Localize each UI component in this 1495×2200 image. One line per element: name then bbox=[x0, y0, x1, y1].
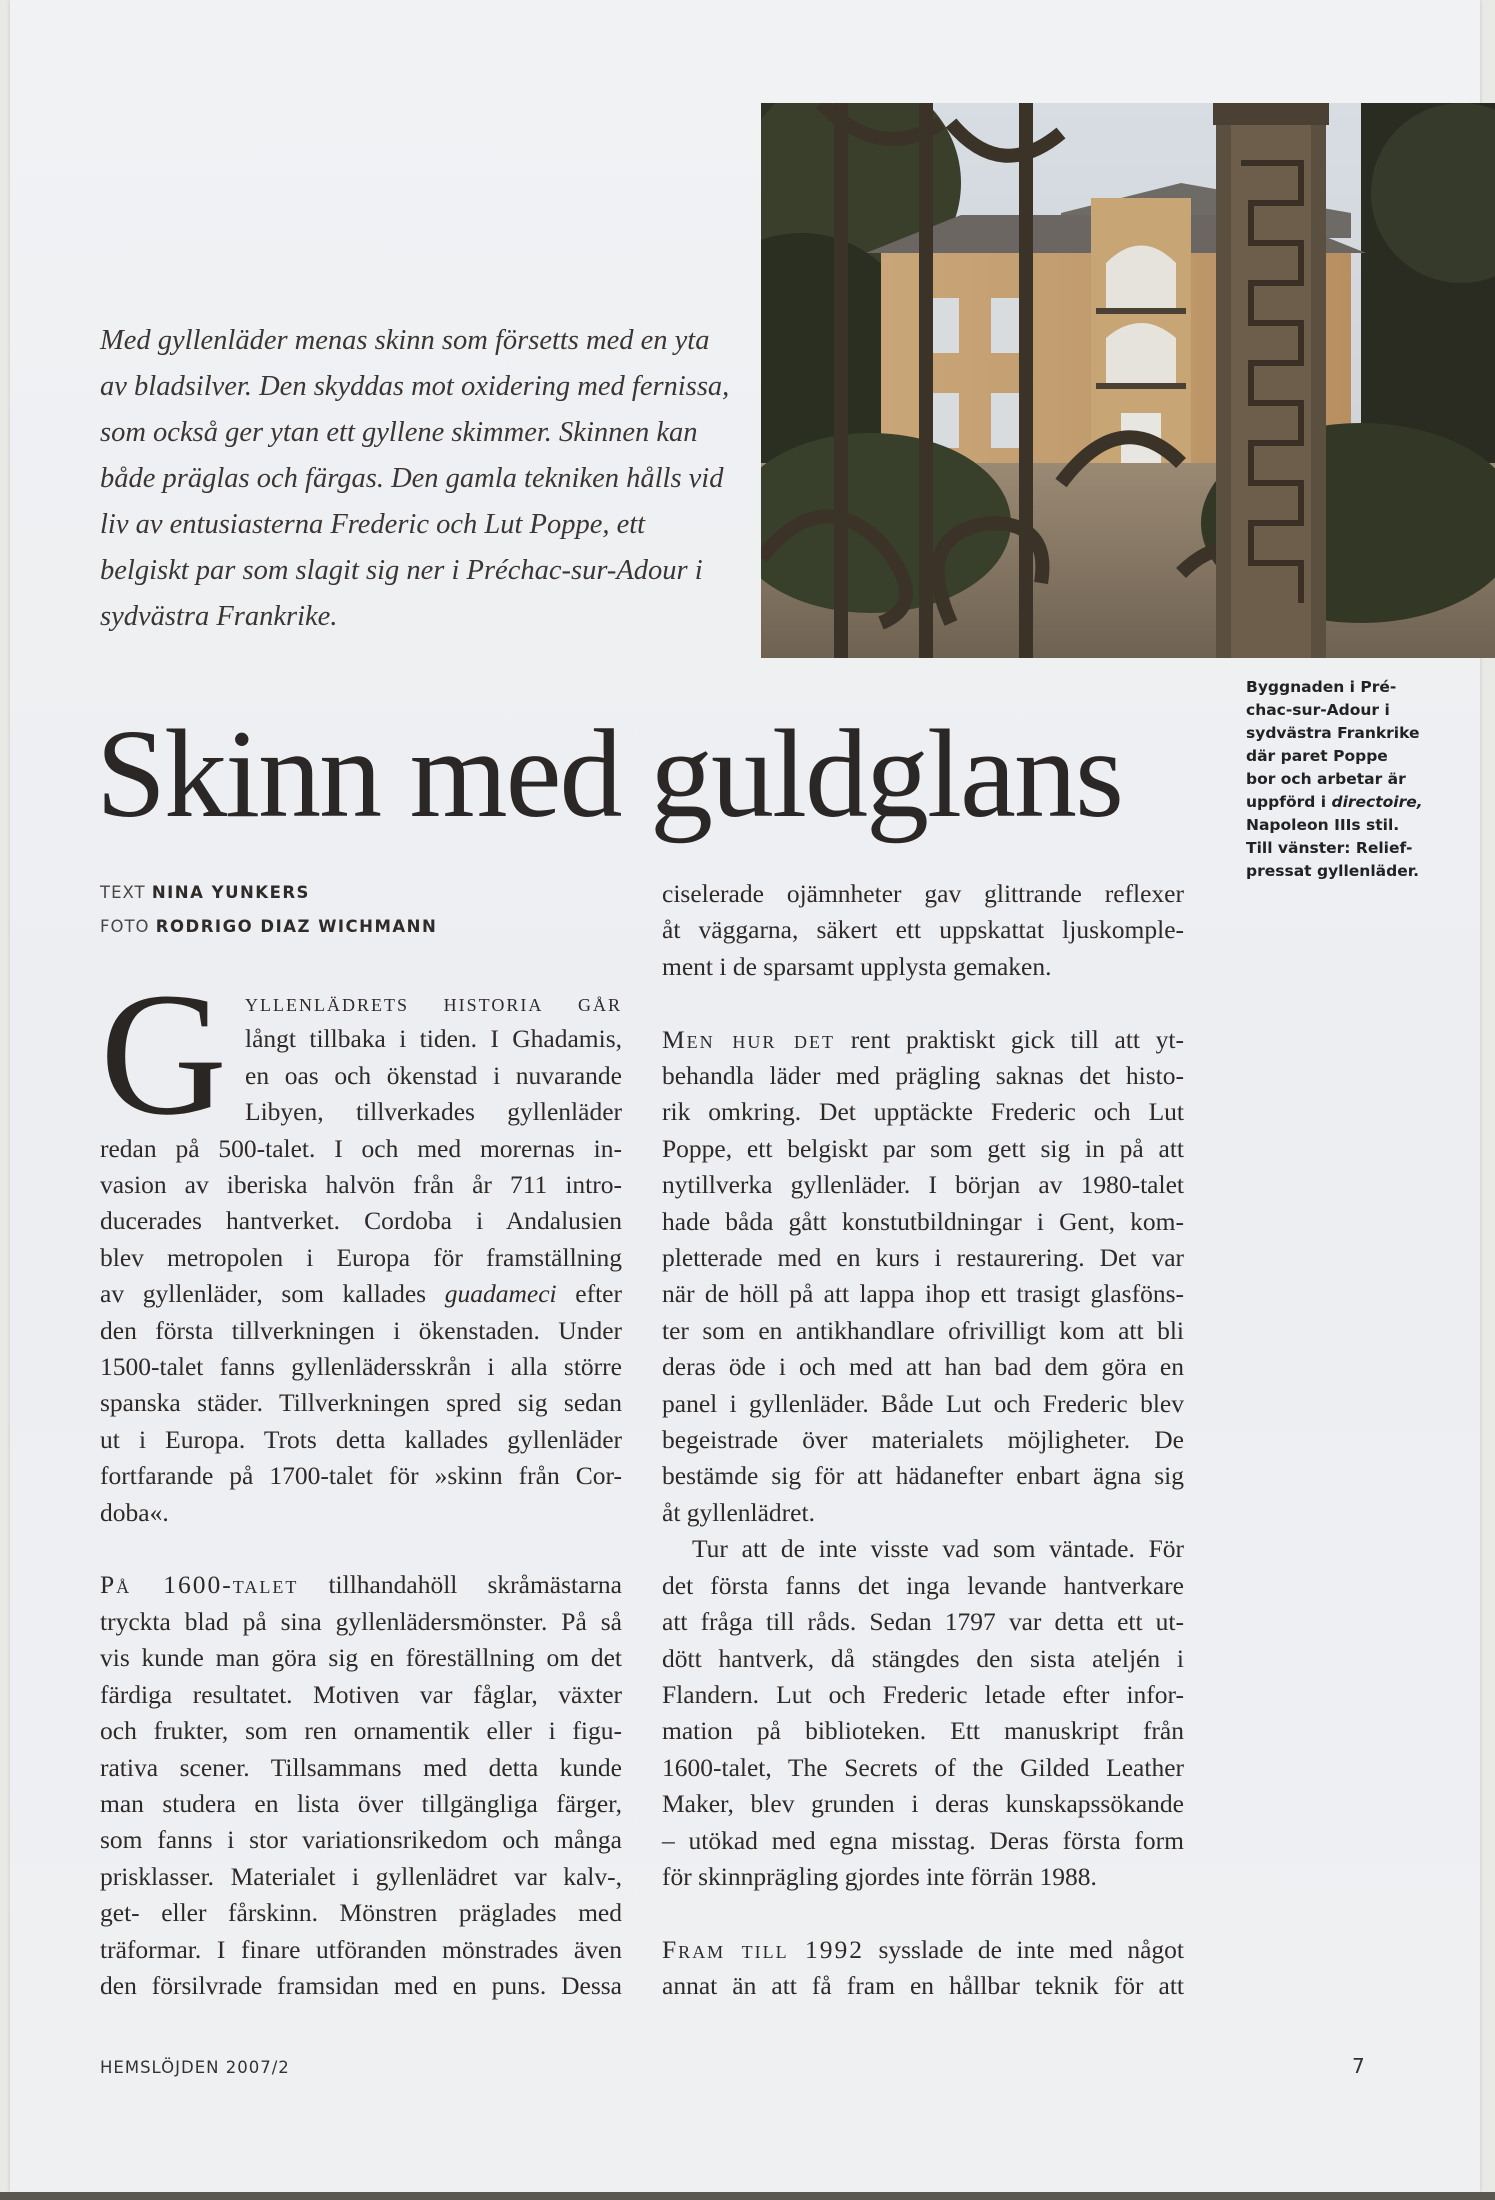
caption-line: chac-sur-Adour i bbox=[1246, 701, 1390, 719]
body-line: färdiga resultatet. Motiven var fåglar, växter bbox=[100, 1679, 622, 1709]
body-line: hade båda gått konstutbildningar i Gent, kom- bbox=[662, 1206, 1184, 1236]
body-line: för skinnprägling gjordes inte förrän 1988. bbox=[662, 1861, 1097, 1891]
body-line: det första fanns det inga levande hantverkare bbox=[662, 1570, 1184, 1600]
body-line: 1500-talet fanns gyllenlädersskrån i alla större bbox=[100, 1352, 622, 1382]
body-line: den första tillverkningen i ökenstaden. Under bbox=[100, 1315, 622, 1345]
photographer-name: RODRIGO DIAZ WICHMANN bbox=[155, 917, 438, 936]
body-line: nytillverka gyllenläder. I början av 1980-talet bbox=[662, 1170, 1184, 1200]
body-line: – utökad med egna misstag. Deras första form bbox=[662, 1825, 1184, 1855]
body-line: som fanns i stor variationsrikedom och många bbox=[100, 1825, 622, 1855]
chateau-photo bbox=[761, 103, 1495, 658]
text-run: sysslade de inte med något bbox=[864, 1934, 1185, 1964]
caption-line: Till vänster: Relief- bbox=[1246, 839, 1413, 857]
body-line: ciselerade ojämnheter gav glittrande reflexer bbox=[662, 879, 1184, 908]
caption-line bbox=[1246, 791, 1436, 814]
article-credits bbox=[100, 876, 437, 944]
chateau-through-gate-illustration bbox=[761, 103, 1495, 658]
author-name: NINA YUNKERS bbox=[151, 883, 310, 902]
caption-line: pressat gyllenläder. bbox=[1246, 862, 1420, 880]
paragraph-gap bbox=[100, 1531, 622, 1567]
text-run: rent praktiskt gick till att yt- bbox=[835, 1024, 1184, 1054]
drop-cap: G bbox=[100, 957, 228, 1152]
caption-line: Napoleon IIIs stil. bbox=[1246, 816, 1400, 834]
body-line: Poppe, ett belgiskt par som gett sig in på att bbox=[662, 1133, 1184, 1163]
page-edge-shadow bbox=[0, 2192, 1495, 2200]
body-line: ducerades hantverket. Cordoba i Andalusien bbox=[100, 1206, 622, 1236]
body-line: vasion av iberiska halvön från år 711 intro- bbox=[100, 1170, 622, 1200]
body-line: den försilvrade framsidan med en puns. Dessa bbox=[100, 1970, 622, 2000]
photo-credit bbox=[100, 910, 437, 944]
text-run: efter bbox=[556, 1279, 622, 1309]
caption-italic-term: directoire, bbox=[1331, 793, 1423, 811]
body-line: annat än att få fram en hållbar teknik för att bbox=[662, 1971, 1184, 2001]
body-line: spanska städer. Tillverkningen spred sig sedan bbox=[100, 1388, 622, 1418]
body-line: bestämde sig för att hädanefter enbart ägna sig bbox=[662, 1461, 1184, 1491]
body-line: Maker, blev grunden i deras kunskapssökande bbox=[662, 1789, 1184, 1819]
body-line: Libyen, tillverkades gyllenläder bbox=[245, 1097, 622, 1127]
small-caps-lead: yllenlädrets historia går bbox=[245, 988, 622, 1017]
body-line: en oas och ökenstad i nuvarande bbox=[245, 1060, 622, 1090]
magazine-page bbox=[10, 0, 1480, 2192]
body-line bbox=[100, 1276, 622, 1312]
body-line: redan på 500-talet. I och med morernas in- bbox=[100, 1133, 622, 1163]
body-line: man studera en lista över tillgängliga färger, bbox=[100, 1788, 622, 1818]
text-credit bbox=[100, 876, 437, 910]
body-line: fortfarande på 1700-talet för »skinn från Cor- bbox=[100, 1461, 622, 1491]
body-line: pletterade med en kurs i restaurering. Det var bbox=[662, 1243, 1184, 1273]
body-line bbox=[100, 985, 622, 1021]
body-line bbox=[100, 1567, 622, 1603]
body-line: doba«. bbox=[100, 1497, 169, 1527]
body-line: get- eller fårskinn. Mönstren präglades med bbox=[100, 1898, 622, 1928]
body-line: 1600-talet, The Secrets of the Gilded Leather bbox=[662, 1752, 1184, 1782]
photo-caption bbox=[1246, 676, 1436, 883]
body-line: träformar. I finare utföranden mönstrades även bbox=[100, 1934, 622, 1964]
article-headline: Skinn med guldglans bbox=[96, 705, 1122, 844]
caption-line: där paret Poppe bbox=[1246, 747, 1388, 765]
body-line: vis kunde man göra sig en föreställning om det bbox=[100, 1643, 622, 1673]
body-line: dött hantverk, då stängdes den sista ateljén i bbox=[662, 1643, 1184, 1673]
small-caps-lead: Fram till 1992 bbox=[662, 1934, 865, 1964]
body-line bbox=[662, 1932, 1184, 1968]
body-column-right bbox=[662, 876, 1184, 2005]
body-line: blev metropolen i Europa för framställning bbox=[100, 1242, 622, 1272]
caption-text: uppförd i bbox=[1246, 793, 1332, 811]
text-credit-label: TEXT bbox=[100, 883, 146, 902]
body-line: prisklasser. Materialet i gyllenlädret var kalv-, bbox=[100, 1861, 622, 1891]
body-line: tryckta blad på sina gyllenlädersmönster. På så bbox=[100, 1606, 622, 1636]
body-line: ut i Europa. Trots detta kallades gyllenläder bbox=[100, 1424, 622, 1454]
body-line: mation på biblioteken. Ett manuskript från bbox=[662, 1716, 1184, 1746]
body-line: Flandern. Lut och Frederic letade efter infor- bbox=[662, 1679, 1184, 1709]
body-line: rik omkring. Det upptäckte Frederic och Lut bbox=[662, 1097, 1184, 1127]
small-caps-lead: Men hur det bbox=[662, 1024, 836, 1054]
caption-line: Byggnaden i Pré- bbox=[1246, 678, 1397, 696]
body-line: åt väggarna, säkert ett uppskattat ljuskomple- bbox=[662, 915, 1184, 945]
body-line bbox=[662, 1022, 1184, 1058]
body-line: att fråga till råds. Sedan 1797 var detta ett ut- bbox=[662, 1607, 1184, 1637]
body-line: panel i gyllenläder. Både Lut och Frederic blev bbox=[662, 1388, 1184, 1418]
italic-term: guadameci bbox=[444, 1279, 557, 1309]
text-run: av gyllenläder, som kallades bbox=[100, 1279, 445, 1309]
small-caps-lead: På 1600-talet bbox=[100, 1570, 299, 1600]
magazine-footer: HEMSLÖJDEN 2007/2 bbox=[100, 2058, 290, 2077]
body-line: behandla läder med prägling saknas det histo- bbox=[662, 1061, 1184, 1091]
body-line: ter som en antikhandlare ofrivilligt kom att bli bbox=[662, 1315, 1184, 1345]
body-line: långt tillbaka i tiden. I Ghadamis, bbox=[245, 1024, 622, 1054]
intro-paragraph: Med gyllenläder menas skinn som försetts med en yta av bladsilver. Den skyddas mot oxidering med fernissa, som också ger ytan ett gyllene skimmer. Skinnen kan både präglas och färgas. Den gamla tekniken hålls vid liv av entusiasterna Frederic och Lut Poppe, ett belgiskt par som slagit sig ner i Préchac-sur-Adour i sydvästra Frankrike. bbox=[100, 325, 730, 632]
caption-line: sydvästra Frankrike bbox=[1246, 724, 1420, 742]
body-line: deras öde i och med att han bad dem göra en bbox=[662, 1352, 1184, 1382]
paragraph-gap bbox=[662, 985, 1184, 1021]
body-line: Tur att de inte visste vad som väntade. För bbox=[692, 1534, 1184, 1564]
body-line: rativa scener. Tillsammans med detta kunde bbox=[100, 1752, 622, 1782]
photo-credit-label: FOTO bbox=[100, 917, 150, 936]
body-line: när de höll på att lappa ihop ett trasigt glasföns- bbox=[662, 1279, 1184, 1309]
paragraph-gap bbox=[662, 1895, 1184, 1931]
caption-line: bor och arbetar är bbox=[1246, 770, 1406, 788]
body-line: ment i de sparsamt upplysta gemaken. bbox=[662, 951, 1052, 981]
page-number: 7 bbox=[1352, 2054, 1365, 2078]
body-line: och frukter, som ren ornamentik eller i figu- bbox=[100, 1716, 622, 1746]
body-line: åt gyllenlädret. bbox=[662, 1497, 815, 1527]
body-column-left bbox=[100, 985, 622, 2004]
body-line: begeistrade över materialets möjligheter. De bbox=[662, 1425, 1184, 1455]
text-run: tillhandahöll skråmästarna bbox=[298, 1570, 623, 1600]
